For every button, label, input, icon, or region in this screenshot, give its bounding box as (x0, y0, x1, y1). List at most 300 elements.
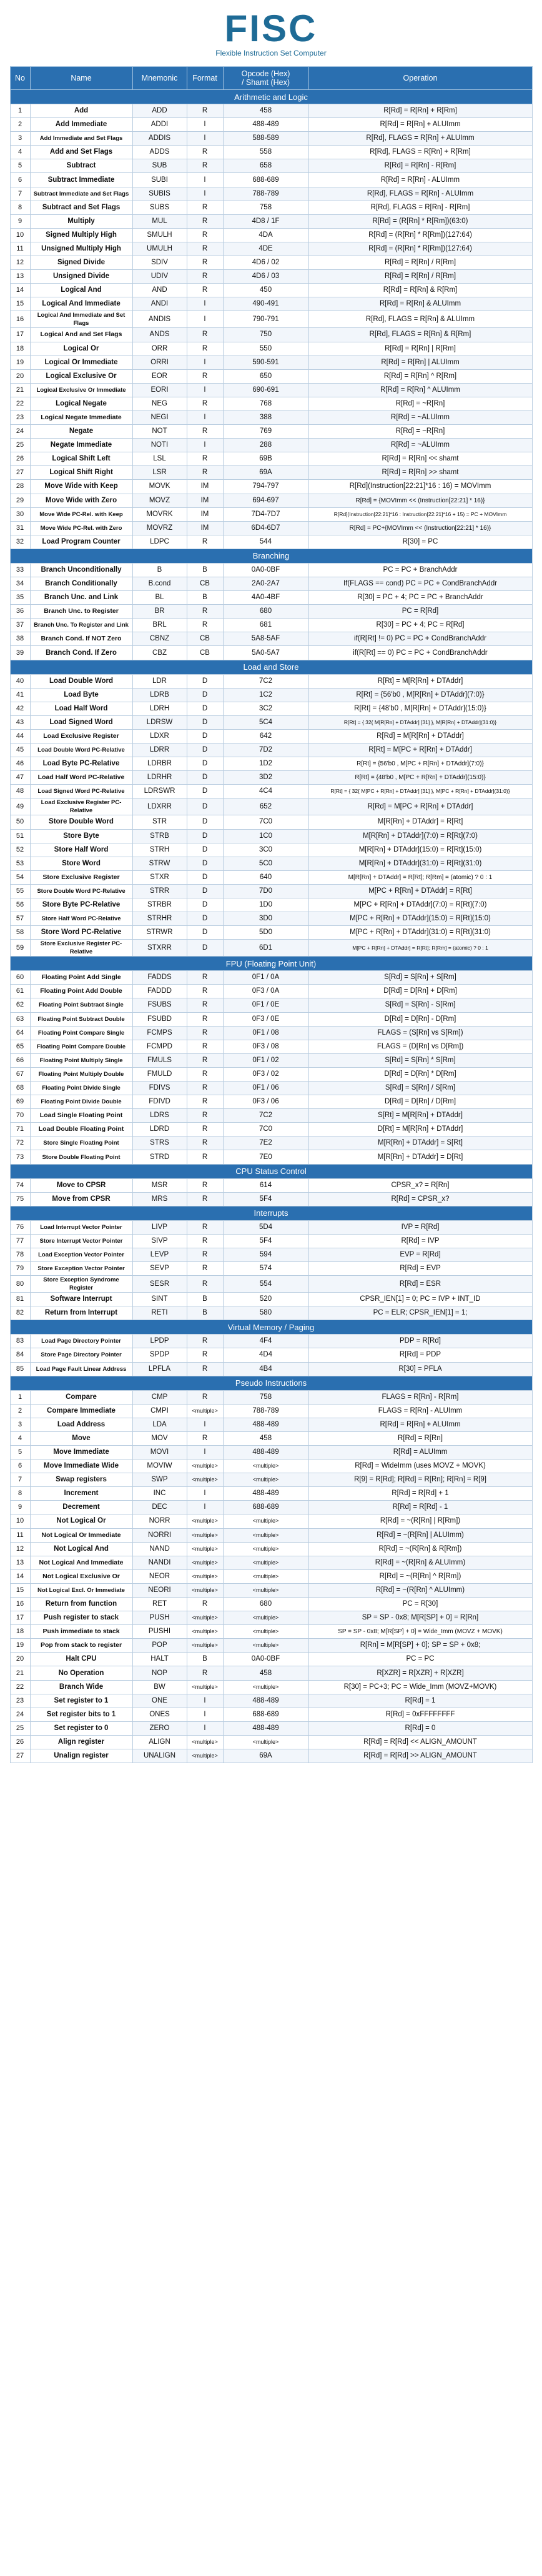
cell-name: Not Logical And (30, 1542, 132, 1556)
table-row (10, 870, 532, 884)
cell-no: 62 (10, 998, 30, 1012)
column-header-operation: Operation (308, 67, 532, 90)
cell-opcode: 788-789 (223, 1404, 308, 1418)
cell-name: Store Byte PC-Relative (30, 898, 132, 912)
cell-no: 12 (10, 256, 30, 270)
cell-name: Store Double Floating Point (30, 1150, 132, 1164)
cell-no: 50 (10, 815, 30, 829)
cell-name: Floating Point Compare Single (30, 1026, 132, 1040)
cell-mnemonic: STRD (132, 1150, 187, 1164)
table-row (10, 452, 532, 466)
cell-name: Load Page Fault Linear Address (30, 1362, 132, 1376)
cell-name: Logical Negate (30, 397, 132, 410)
cell-mnemonic: CBZ (132, 646, 187, 660)
cell-format: D (187, 702, 223, 715)
cell-operation: R[Rd], FLAGS = R[Rn] + R[Rm] (308, 146, 532, 159)
cell-name: Set register bits to 1 (30, 1708, 132, 1721)
cell-name: Store Single Floating Point (30, 1136, 132, 1150)
cell-name: Store Word (30, 857, 132, 870)
cell-operation: FLAGS = R[Rn] - R[Rm] (308, 1390, 532, 1404)
cell-no: 10 (10, 1514, 30, 1528)
cell-mnemonic: BW (132, 1680, 187, 1694)
cell-opcode: 688-689 (223, 1708, 308, 1721)
cell-opcode: 650 (223, 369, 308, 383)
cell-format: R (187, 1053, 223, 1067)
cell-name: Load Interrupt Vector Pointer (30, 1220, 132, 1234)
cell-opcode: 3D2 (223, 771, 308, 785)
cell-name: Return from Interrupt (30, 1306, 132, 1320)
cell-format: D (187, 729, 223, 743)
cell-mnemonic: SIVP (132, 1234, 187, 1248)
table-row (10, 187, 532, 201)
column-header-format: Format (187, 67, 223, 90)
table-row (10, 397, 532, 410)
cell-mnemonic: SUB (132, 159, 187, 173)
cell-mnemonic: LPDP (132, 1335, 187, 1348)
table-row (10, 1293, 532, 1306)
table-row (10, 369, 532, 383)
cell-operation: R[Rd] = (R[Rn] * R[Rm])(127:64) (308, 228, 532, 242)
cell-format: R (187, 214, 223, 228)
cell-mnemonic: ANDIS (132, 311, 187, 328)
cell-format: <multiple> (187, 1735, 223, 1749)
cell-operation: PC = R[Rd] (308, 605, 532, 619)
cell-no: 39 (10, 646, 30, 660)
cell-opcode: 0A0-0BF (223, 1653, 308, 1666)
cell-no: 22 (10, 1680, 30, 1694)
cell-operation: CPSR_IEN[1] = 0; PC = IVP + INT_ID (308, 1293, 532, 1306)
cell-mnemonic: LIVP (132, 1220, 187, 1234)
cell-name: Branch Unconditionally (30, 563, 132, 577)
cell-no: 76 (10, 1220, 30, 1234)
cell-operation: R[Rd] = ~ALUImm (308, 410, 532, 424)
instruction-table (10, 66, 533, 1763)
cell-opcode: 694-697 (223, 494, 308, 507)
cell-opcode: 652 (223, 798, 308, 815)
cell-mnemonic: INC (132, 1487, 187, 1501)
cell-no: 33 (10, 563, 30, 577)
cell-format: R (187, 1390, 223, 1404)
cell-mnemonic: EORI (132, 383, 187, 397)
cell-format: B (187, 591, 223, 605)
cell-operation: R[Rd] = R[Rd] + 1 (308, 1487, 532, 1501)
cell-no: 19 (10, 356, 30, 369)
table-row (10, 1012, 532, 1026)
cell-opcode: 0A0-0BF (223, 563, 308, 577)
cell-no: 24 (10, 1708, 30, 1721)
cell-name: Set register to 1 (30, 1694, 132, 1708)
cell-operation: R[Rt] = {48'b0 , M[R[Rn] + DTAddr](15:0)} (308, 702, 532, 715)
cell-opcode: 6D1 (223, 940, 308, 957)
cell-mnemonic: MOVI (132, 1445, 187, 1459)
cell-no: 3 (10, 132, 30, 146)
cell-format: R (187, 425, 223, 439)
cell-operation: If(FLAGS == cond) PC = PC + CondBranchAddr (308, 577, 532, 591)
cell-mnemonic: FADDS (132, 971, 187, 985)
table-row (10, 1150, 532, 1164)
cell-mnemonic: CMPI (132, 1404, 187, 1418)
cell-format: R (187, 452, 223, 466)
cell-mnemonic: NOTI (132, 439, 187, 452)
cell-name: Not Logical Exclusive Or (30, 1569, 132, 1583)
cell-format: I (187, 1418, 223, 1431)
cell-mnemonic: POP (132, 1639, 187, 1653)
cell-mnemonic: STR (132, 815, 187, 829)
cell-no: 25 (10, 1721, 30, 1735)
cell-format: IM (187, 521, 223, 535)
cell-mnemonic: NANDI (132, 1556, 187, 1569)
column-header-name: Name (30, 67, 132, 90)
cell-format: D (187, 743, 223, 757)
cell-mnemonic: LDRR (132, 743, 187, 757)
cell-operation: M[R[Rn] + DTAddr](7:0) = R[Rt](7:0) (308, 829, 532, 843)
table-row (10, 507, 532, 521)
cell-opcode: <multiple> (223, 1680, 308, 1694)
table-row (10, 1026, 532, 1040)
cell-no: 21 (10, 1666, 30, 1680)
cell-operation: R[Rn] = M[R[SP] + 0]; SP = SP + 0x8; (308, 1639, 532, 1653)
cell-no: 2 (10, 1404, 30, 1418)
table-row (10, 1136, 532, 1150)
table-row (10, 1749, 532, 1763)
cell-format: D (187, 940, 223, 957)
cell-no: 85 (10, 1362, 30, 1376)
cell-mnemonic: PUSH (132, 1611, 187, 1625)
cell-opcode: 580 (223, 1306, 308, 1320)
section-title: Virtual Memory / Paging (10, 1320, 532, 1335)
cell-operation: S[Rd] = S[Rn] / S[Rm] (308, 1082, 532, 1095)
cell-name: Store Word PC-Relative (30, 926, 132, 940)
cell-operation: R[30] = PC+3; PC = Wide_Imm (MOVZ+MOVK) (308, 1680, 532, 1694)
cell-no: 7 (10, 187, 30, 201)
cell-mnemonic: STXRR (132, 940, 187, 957)
cell-name: Move Immediate Wide (30, 1460, 132, 1473)
cell-no: 3 (10, 1418, 30, 1431)
cell-operation: R[Rd], FLAGS = R[Rn] - ALUImm (308, 187, 532, 201)
cell-name: Load Exclusive Register (30, 729, 132, 743)
table-row (10, 118, 532, 132)
table-row (10, 383, 532, 397)
cell-no: 56 (10, 898, 30, 912)
table-row (10, 1721, 532, 1735)
table-row (10, 214, 532, 228)
cell-opcode: 680 (223, 605, 308, 619)
cell-no: 75 (10, 1192, 30, 1206)
cell-no: 63 (10, 1012, 30, 1026)
cell-opcode: 7E0 (223, 1150, 308, 1164)
cell-format: CB (187, 577, 223, 591)
cell-name: Subtract and Set Flags (30, 201, 132, 214)
cell-operation: R[Rd] = 0xFFFFFFFF (308, 1708, 532, 1721)
cell-opcode: 554 (223, 1276, 308, 1293)
cell-mnemonic: HALT (132, 1653, 187, 1666)
cell-no: 29 (10, 494, 30, 507)
cell-mnemonic: LSL (132, 452, 187, 466)
table-row (10, 688, 532, 702)
cell-name: Logical Or Immediate (30, 356, 132, 369)
cell-no: 80 (10, 1276, 30, 1293)
cell-format: IM (187, 480, 223, 494)
table-row (10, 702, 532, 715)
table-row (10, 1680, 532, 1694)
cell-no: 45 (10, 743, 30, 757)
cell-opcode: 520 (223, 1293, 308, 1306)
cell-no: 43 (10, 715, 30, 729)
cell-name: Floating Point Compare Double (30, 1040, 132, 1053)
cell-operation: R[Rd] = ALUImm (308, 1445, 532, 1459)
cell-operation: R[Rd] = R[Rn] / R[Rm] (308, 256, 532, 270)
cell-operation: S[Rd] = S[Rn] - S[Rm] (308, 998, 532, 1012)
cell-opcode: 688-689 (223, 173, 308, 187)
cell-no: 18 (10, 342, 30, 356)
cell-name: Floating Point Multiply Double (30, 1067, 132, 1081)
cell-format: D (187, 843, 223, 857)
table-row (10, 1053, 532, 1067)
cell-opcode: 2A0-2A7 (223, 577, 308, 591)
cell-operation: R[Rd] = 1 (308, 1694, 532, 1708)
cell-opcode: 1D0 (223, 898, 308, 912)
cell-mnemonic: STRH (132, 843, 187, 857)
cell-format: IM (187, 507, 223, 521)
table-row (10, 494, 532, 507)
cell-no: 5 (10, 159, 30, 173)
cell-no: 13 (10, 270, 30, 284)
table-row (10, 771, 532, 785)
cell-name: Branch Conditionally (30, 577, 132, 591)
cell-name: Logical Negate Immediate (30, 410, 132, 424)
cell-no: 37 (10, 619, 30, 632)
cell-no: 4 (10, 1431, 30, 1445)
cell-opcode: 69A (223, 466, 308, 480)
cell-no: 69 (10, 1095, 30, 1109)
section-title: Arithmetic and Logic (10, 90, 532, 104)
cell-name: Swap registers (30, 1473, 132, 1487)
cell-name: Subtract (30, 159, 132, 173)
cell-mnemonic: NORR (132, 1514, 187, 1528)
table-row (10, 173, 532, 187)
cell-operation: R[Rd] = ~(R[Rn] & ALUImm) (308, 1556, 532, 1569)
section-title: FPU (Floating Point Unit) (10, 957, 532, 971)
cell-no: 81 (10, 1293, 30, 1306)
cell-mnemonic: BRL (132, 619, 187, 632)
cell-opcode: 7E2 (223, 1136, 308, 1150)
cell-no: 6 (10, 1460, 30, 1473)
cell-format: R (187, 1067, 223, 1081)
cell-mnemonic: FSUBS (132, 998, 187, 1012)
cell-mnemonic: LPFLA (132, 1362, 187, 1376)
cell-mnemonic: LDRSW (132, 715, 187, 729)
cell-no: 67 (10, 1067, 30, 1081)
cell-name: Logical Exclusive Or (30, 369, 132, 383)
cell-operation: R[Rd] = R[Rn] & R[Rm] (308, 284, 532, 297)
cell-name: Push register to stack (30, 1611, 132, 1625)
cell-operation: S[Rd] = S[Rn] * S[Rm] (308, 1053, 532, 1067)
cell-mnemonic: LDRSWR (132, 785, 187, 798)
cell-name: Pop from stack to register (30, 1639, 132, 1653)
cell-mnemonic: UMULH (132, 242, 187, 256)
cell-no: 8 (10, 1487, 30, 1501)
table-row (10, 912, 532, 926)
cell-format: <multiple> (187, 1514, 223, 1528)
table-row (10, 410, 532, 424)
cell-no: 9 (10, 214, 30, 228)
cell-opcode: 458 (223, 1431, 308, 1445)
cell-no: 83 (10, 1335, 30, 1348)
cell-format: R (187, 985, 223, 998)
cell-format: I (187, 1487, 223, 1501)
cell-operation: R[Rd] = EVP (308, 1262, 532, 1276)
cell-name: Branch Cond. If Zero (30, 646, 132, 660)
cell-name: Floating Point Divide Double (30, 1095, 132, 1109)
cell-format: <multiple> (187, 1749, 223, 1763)
cell-opcode: 1C2 (223, 688, 308, 702)
cell-mnemonic: NOT (132, 425, 187, 439)
cell-no: 15 (10, 1583, 30, 1597)
cell-name: Subtract Immediate (30, 173, 132, 187)
table-row (10, 1348, 532, 1362)
cell-mnemonic: LEVP (132, 1248, 187, 1261)
cell-no: 1 (10, 104, 30, 118)
cell-opcode: 558 (223, 146, 308, 159)
cell-opcode: 768 (223, 397, 308, 410)
cell-mnemonic: ALIGN (132, 1735, 187, 1749)
cell-format: I (187, 439, 223, 452)
column-header-no: No (10, 67, 30, 90)
cell-format: R (187, 1335, 223, 1348)
cell-format: IM (187, 494, 223, 507)
table-row (10, 971, 532, 985)
cell-mnemonic: LDRS (132, 1109, 187, 1123)
cell-mnemonic: SINT (132, 1293, 187, 1306)
cell-opcode: 4D6 / 02 (223, 256, 308, 270)
table-row (10, 898, 532, 912)
cell-operation: FLAGS = (D[Rn] vs D[Rm]) (308, 1040, 532, 1053)
table-row (10, 619, 532, 632)
cell-name: No Operation (30, 1666, 132, 1680)
cell-format: R (187, 1598, 223, 1611)
column-header-opcode: Opcode (Hex) / Shamt (Hex) (223, 67, 308, 90)
cell-format: I (187, 1445, 223, 1459)
cell-mnemonic: STRHR (132, 912, 187, 926)
cell-name: Move Wide PC-Rel. with Keep (30, 507, 132, 521)
cell-mnemonic: LDXR (132, 729, 187, 743)
cell-operation: R[Rd] = ~(R[Rn] & R[Rm]) (308, 1542, 532, 1556)
table-row (10, 1123, 532, 1136)
cell-no: 84 (10, 1348, 30, 1362)
cell-opcode: 7C0 (223, 815, 308, 829)
cell-no: 65 (10, 1040, 30, 1053)
cell-format: R (187, 1012, 223, 1026)
cell-name: Floating Point Add Double (30, 985, 132, 998)
cell-operation: R[Rd] = R[Rn] - ALUImm (308, 173, 532, 187)
cell-operation: R[30] = PFLA (308, 1362, 532, 1376)
cell-name: Unsigned Multiply High (30, 242, 132, 256)
cell-name: Push immediate to stack (30, 1625, 132, 1639)
cell-format: <multiple> (187, 1680, 223, 1694)
cell-name: Not Logical And Immediate (30, 1556, 132, 1569)
cell-operation: R[Rt] = { 32{ M[PC + R[Rn] + DTAddr] [31] }, M[PC + R[Rn] + DTAddr](31:0)} (308, 785, 532, 798)
cell-operation: R[Rd] = (R[Rn] * R[Rm])(63:0) (308, 214, 532, 228)
cell-format: R (187, 146, 223, 159)
cell-opcode: 590-591 (223, 356, 308, 369)
cell-mnemonic: SMULH (132, 228, 187, 242)
table-row (10, 1082, 532, 1095)
cell-format: R (187, 342, 223, 356)
cell-no: 16 (10, 1598, 30, 1611)
cell-name: Compare (30, 1390, 132, 1404)
table-row (10, 715, 532, 729)
table-row (10, 1248, 532, 1261)
cell-mnemonic: SESR (132, 1276, 187, 1293)
cell-name: Decrement (30, 1501, 132, 1514)
cell-no: 61 (10, 985, 30, 998)
cell-no: 12 (10, 1542, 30, 1556)
cell-format: B (187, 1653, 223, 1666)
cell-operation: R[Rd] = ~(R[Rn] ^ R[Rm]) (308, 1569, 532, 1583)
cell-format: R (187, 466, 223, 480)
table-row (10, 1639, 532, 1653)
cell-mnemonic: SUBI (132, 173, 187, 187)
cell-mnemonic: MRS (132, 1192, 187, 1206)
cell-format: <multiple> (187, 1583, 223, 1597)
cell-format: R (187, 270, 223, 284)
cell-name: Store Exception Vector Pointer (30, 1262, 132, 1276)
cell-mnemonic: CMP (132, 1390, 187, 1404)
table-row (10, 256, 532, 270)
table-row (10, 439, 532, 452)
table-row (10, 1404, 532, 1418)
cell-format: I (187, 356, 223, 369)
cell-mnemonic: MOVRZ (132, 521, 187, 535)
cell-opcode: 5F4 (223, 1234, 308, 1248)
cell-operation: R[Rd] = ~ALUImm (308, 439, 532, 452)
cell-opcode: <multiple> (223, 1528, 308, 1542)
table-row (10, 743, 532, 757)
table-row (10, 1276, 532, 1293)
cell-operation: PDP = R[Rd] (308, 1335, 532, 1348)
cell-opcode: 1C0 (223, 829, 308, 843)
cell-format: I (187, 132, 223, 146)
cell-mnemonic: MOV (132, 1431, 187, 1445)
cell-mnemonic: BR (132, 605, 187, 619)
cell-format: I (187, 118, 223, 132)
cell-mnemonic: STRR (132, 884, 187, 898)
cell-opcode: 574 (223, 1262, 308, 1276)
cell-mnemonic: LSR (132, 466, 187, 480)
cell-format: <multiple> (187, 1528, 223, 1542)
table-row (10, 1445, 532, 1459)
cell-operation: R[Rd] = CPSR_x? (308, 1192, 532, 1206)
cell-name: Software Interrupt (30, 1293, 132, 1306)
cell-operation: R[Rt] = {56'b0 , M[PC + R[Rn] + DTAddr](7:0)} (308, 757, 532, 771)
table-row (10, 159, 532, 173)
cell-no: 71 (10, 1123, 30, 1136)
cell-format: R (187, 1348, 223, 1362)
cell-format: R (187, 998, 223, 1012)
table-row (10, 104, 532, 118)
table-row (10, 674, 532, 688)
table-row (10, 535, 532, 549)
cell-format: B (187, 1293, 223, 1306)
cell-format: I (187, 1721, 223, 1735)
cell-format: R (187, 535, 223, 549)
cell-mnemonic: ORR (132, 342, 187, 356)
cell-opcode: 690-691 (223, 383, 308, 397)
cell-no: 31 (10, 521, 30, 535)
cell-format: R (187, 1095, 223, 1109)
cell-format: D (187, 829, 223, 843)
cell-format: R (187, 1109, 223, 1123)
